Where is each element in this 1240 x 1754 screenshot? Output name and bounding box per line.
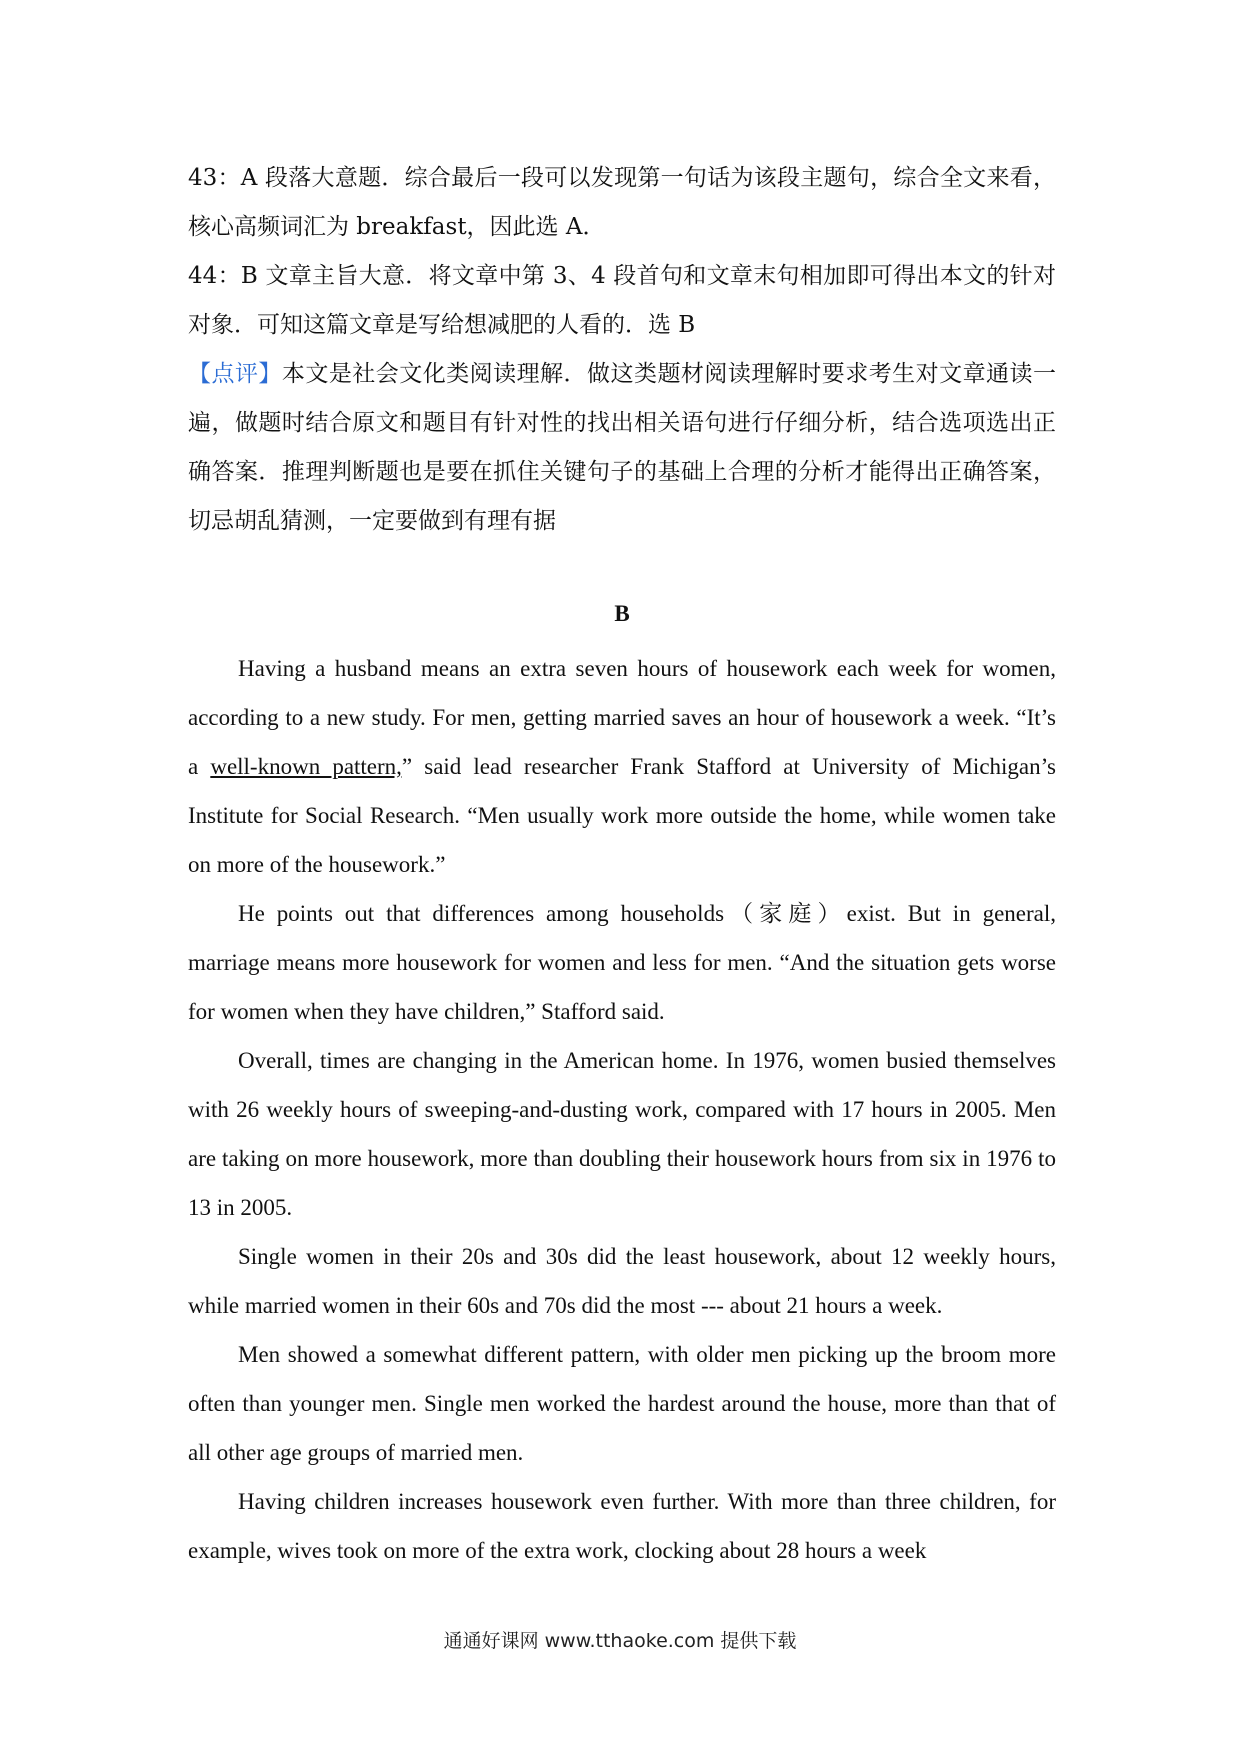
passage-paragraph-2: He points out that differences among households（家庭）exist. But in general, marriage means more housework for women and less for men. “And the situation gets worse for women when they have children,” Stafford said. — [188, 901, 1056, 1024]
page-footer: 通通好课网 www.tthaoke.com 提供下载 — [443, 1630, 797, 1652]
underlined-phrase: well-known pattern, — [210, 754, 402, 779]
p1-text-start: Having a husband means an extra seven hours of housework each week for women, according to a new study. For men, getting married saves an hour of housework a week. “It’s a — [188, 656, 1056, 779]
comment-paragraph — [188, 350, 1056, 546]
passage-paragraph-1 — [188, 644, 1056, 889]
page-content — [188, 154, 1056, 1575]
answer-43-explanation: 43：A 段落大意题．综合最后一段可以发现第一句话为该段主题句，综合全文来看，核心高频词汇为 breakfast，因此选 A． — [188, 165, 1056, 240]
comment-tag: 【点评】 — [188, 361, 282, 387]
answer-44-explanation: 44：B 文章主旨大意．将文章中第 3、4 段首句和文章末句相加即可得出本文的针对对象．可知这篇文章是写给想减肥的人看的．选 B — [188, 263, 1056, 338]
comment-text: 本文是社会文化类阅读理解．做这类题材阅读理解时要求考生对文章通读一遍，做题时结合原文和题目有针对性的找出相关语句进行仔细分析，结合选项选出正确答案．推理判断题也是要在抓住关键句子的基础上合理的分析才能得出正确答案，切忌胡乱猜测，一定要做到有理有据 — [188, 361, 1057, 534]
passage-paragraph-4: Single women in their 20s and 30s did the least housework, about 12 weekly hours, while married women in their 60s and 70s did the most --- about 21 hours a week. — [188, 1244, 1056, 1318]
p1-text-end: ” said lead researcher Frank Stafford at University of Michigan’s Institute for Social Research. “Men usually work more outside the home, while women take on more of the housework.” — [188, 754, 1056, 877]
passage-paragraph-6: Having children increases housework even further. With more than three children, for example, wives took on more of the extra work, clocking about 28 hours a week — [188, 1489, 1056, 1563]
passage-paragraph-3: Overall, times are changing in the American home. In 1976, women busied themselves with 26 weekly hours of sweeping-and-dusting work, compared with 17 hours in 2005. Men are taking on more housework, more than doubling their housework hours from six in 1976 to 13 in 2005. — [188, 1048, 1056, 1220]
passage-paragraph-5: Men showed a somewhat different pattern, with older men picking up the broom more often than younger men. Single men worked the hardest around the house, more than that of all other age groups of married men. — [188, 1342, 1056, 1465]
passage-title: B — [614, 601, 630, 626]
